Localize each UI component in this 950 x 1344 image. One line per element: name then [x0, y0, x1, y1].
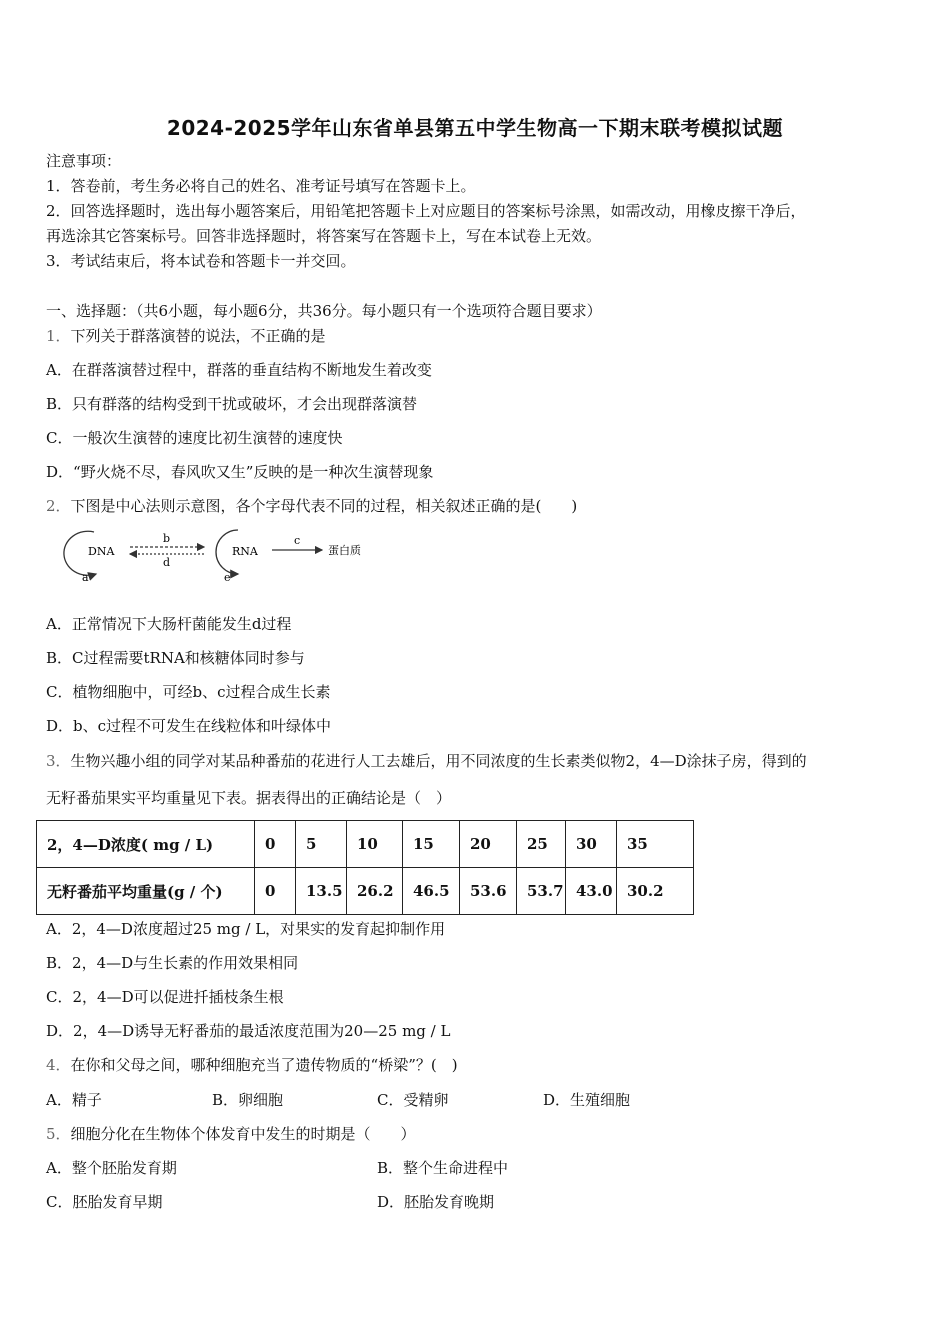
note-3: 3．考试结束后，将本试卷和答题卡一并交回。: [46, 252, 356, 270]
question-2-number: 2．: [46, 497, 71, 515]
question-3-stem-line2: 无籽番茄果实平均重量见下表。据表得出的正确结论是（ ）: [46, 789, 452, 807]
question-1-option-c: C．一般次生演替的速度比初生演替的速度快: [46, 429, 343, 447]
question-1-text: 下列关于群落演替的说法，不正确的是: [70, 327, 326, 345]
table-cell: 35: [617, 821, 694, 868]
table-cell: 0: [255, 821, 296, 868]
question-2-option-d: D．b、c过程不可发生在线粒体和叶绿体中: [46, 717, 332, 735]
note-2b: 再选涂其它答案标号。回答非选择题时，将答案写在答题卡上，写在本试卷上无效。: [46, 227, 602, 245]
question-2-option-b: B．C过程需要tRNA和核糖体同时参与: [46, 649, 305, 667]
table-cell: 46.5: [403, 868, 460, 915]
question-5-number: 5．: [46, 1125, 71, 1143]
question-1-option-a: A．在群落演替过程中，群落的垂直结构不断地发生着改变: [46, 361, 432, 379]
rna-label: RNA: [232, 545, 258, 558]
question-3-number: 3．: [46, 752, 71, 770]
question-5-option-c: C．胚胎发育早期: [46, 1193, 163, 1211]
question-2-option-a: A．正常情况下大肠杆菌能发生d过程: [46, 615, 292, 633]
label-e: e: [224, 571, 231, 584]
note-2a: 2．回答选择题时，选出每小题答案后，用铅笔把答题卡上对应题目的答案标号涂黑，如需改动，用橡皮擦干净后，: [46, 202, 806, 220]
note-1: 1．答卷前，考生务必将自己的姓名、准考证号填写在答题卡上。: [46, 177, 476, 195]
question-4-text: 在你和父母之间，哪种细胞充当了遗传物质的“桥梁”？( ): [70, 1056, 458, 1074]
concentration-weight-table: [36, 820, 694, 915]
table-cell: 15: [403, 821, 460, 868]
question-2-stem: [46, 496, 577, 516]
question-5-option-b: B．整个生命进程中: [377, 1159, 509, 1177]
page-title: 2024-2025学年山东省单县第五中学生物高一下期末联考模拟试题: [166, 116, 784, 140]
question-4-option-d: D．生殖细胞: [543, 1091, 631, 1109]
question-3-option-c: C．2，4—D可以促进扦插枝条生根: [46, 988, 284, 1006]
table-cell: 5: [296, 821, 347, 868]
table-cell: 53.6: [460, 868, 517, 915]
question-4-stem: [46, 1055, 458, 1075]
question-4-option-c: C．受精卵: [377, 1091, 449, 1109]
question-3-option-a: A．2，4—D浓度超过25 mg / L，对果实的发育起抑制作用: [46, 920, 446, 938]
table-cell: 13.5: [296, 868, 347, 915]
question-3-option-b: B．2，4—D与生长素的作用效果相同: [46, 954, 299, 972]
label-d: d: [163, 556, 171, 569]
question-1-stem: [46, 326, 326, 346]
table-cell: 2，4—D浓度( mg / L): [37, 821, 255, 868]
label-a: a: [82, 571, 89, 584]
question-1-number: 1．: [46, 327, 71, 345]
table-cell: 10: [347, 821, 403, 868]
question-1-option-d: D．“野火烧不尽，春风吹又生”反映的是一种次生演替现象: [46, 463, 434, 481]
question-2-option-c: C．植物细胞中，可经b、c过程合成生长素: [46, 683, 331, 701]
label-c: c: [294, 534, 301, 547]
section-heading: 一、选择题：（共6小题，每小题6分，共36分。每小题只有一个选项符合题目要求）: [46, 302, 602, 320]
table-cell: 43.0: [566, 868, 617, 915]
question-1-option-b: B．只有群落的结构受到干扰或破坏，才会出现群落演替: [46, 395, 418, 413]
question-3-stem-line1: [46, 751, 807, 771]
central-dogma-diagram: [56, 524, 376, 584]
question-4-number: 4．: [46, 1056, 71, 1074]
question-3-text-1: 生物兴趣小组的同学对某品种番茄的花进行人工去雄后，用不同浓度的生长素类似物2，4—D涂抹子房，得到的: [70, 752, 807, 770]
notes-heading: 注意事项：: [46, 152, 122, 170]
question-4-option-b: B．卵细胞: [212, 1091, 284, 1109]
table-row: [37, 868, 694, 915]
table-cell: 无籽番茄平均重量(g / 个): [37, 868, 255, 915]
table-cell: 20: [460, 821, 517, 868]
label-b: b: [163, 532, 171, 545]
question-5-text: 细胞分化在生物体个体发育中发生的时期是（ ）: [70, 1125, 416, 1143]
protein-label: 蛋白质: [328, 544, 361, 557]
table-row: [37, 821, 694, 868]
table-cell: 26.2: [347, 868, 403, 915]
table-cell: 0: [255, 868, 296, 915]
question-5-stem: [46, 1124, 416, 1144]
question-4-option-a: A．精子: [46, 1091, 102, 1109]
table-cell: 53.7: [517, 868, 566, 915]
question-5-option-d: D．胚胎发育晚期: [377, 1193, 495, 1211]
question-5-option-a: A．整个胚胎发育期: [46, 1159, 177, 1177]
dna-label: DNA: [88, 545, 115, 558]
table-cell: 30: [566, 821, 617, 868]
question-2-text: 下图是中心法则示意图，各个字母代表不同的过程，相关叙述正确的是( ): [70, 497, 578, 515]
table-cell: 25: [517, 821, 566, 868]
table-cell: 30.2: [617, 868, 694, 915]
question-3-option-d: D．2，4—D诱导无籽番茄的最适浓度范围为20—25 mg / L: [46, 1022, 451, 1040]
